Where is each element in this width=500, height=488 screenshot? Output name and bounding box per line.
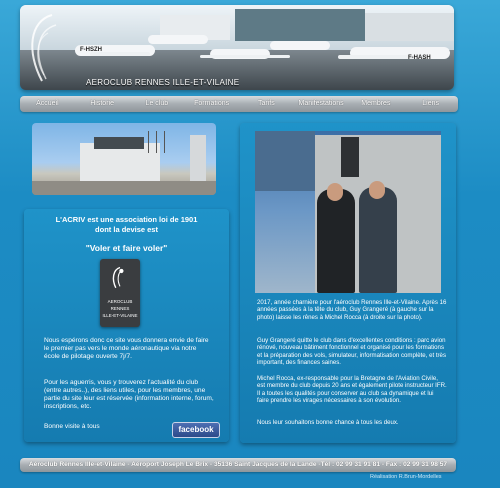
person-right-head bbox=[369, 181, 385, 199]
airplane-image bbox=[270, 41, 330, 50]
airplane-wing bbox=[200, 55, 290, 58]
header-building bbox=[235, 9, 365, 41]
airplane-image bbox=[148, 35, 208, 44]
club-bird-icon bbox=[106, 265, 134, 291]
main-nav bbox=[20, 96, 458, 112]
nav-item-accueil[interactable]: Accueil bbox=[36, 100, 59, 107]
intro-paragraph: Bonne visite à tous bbox=[44, 423, 100, 430]
airport-photo bbox=[32, 123, 216, 195]
registration-label: F-HASH bbox=[408, 55, 431, 61]
intro-paragraph: Pour les aguerris, vous y trouverez l'actualité du club (entre autres..), des liens utiles, pour les membres, une partie du site leur est réservée (information interne, forum, inscriptions, etc. bbox=[44, 379, 214, 410]
nav-item-tarifs[interactable]: Tarifs bbox=[258, 100, 275, 107]
intro-panel bbox=[24, 209, 229, 442]
intro-heading-line: L'ACRIV est une association loi de 1901 bbox=[55, 215, 198, 224]
facebook-button[interactable]: facebook bbox=[172, 422, 220, 438]
nav-item-le-club[interactable]: Le club bbox=[145, 100, 169, 107]
flag-pole bbox=[156, 131, 157, 153]
person-left bbox=[317, 189, 355, 293]
registration-label: F-HSZH bbox=[80, 47, 102, 53]
club-logo bbox=[100, 259, 140, 327]
club-motto: "Voler et faire voler" bbox=[85, 243, 168, 253]
person-right bbox=[359, 187, 397, 293]
news-paragraph: Michel Rocca, ex-responsable pour la Bretagne de l'Aviation Civile, est membre du club depuis 20 ans et également pilote instructeur IFR. Il a toutes les qualités pour conserver au club sa dynamique et lui faire prendre les virages nécessaires à son évolution. bbox=[257, 375, 447, 405]
news-paragraph: Nous leur souhaitons bonne chance à tous les deux. bbox=[257, 419, 399, 426]
ground bbox=[32, 181, 216, 195]
club-logo-text: ILLE-ET-VILAINE bbox=[102, 313, 138, 318]
nav-item-formations[interactable]: Formations bbox=[194, 100, 230, 107]
nav-item-historie[interactable]: Historie bbox=[90, 100, 114, 107]
news-paragraph: 2017, année charnière pour l'aéroclub Rennes Ille-et-Vilaine. Après 16 années passées à la tête du club, Guy Grangeré (à gauche sur la photo) laisse les rênes à Michel Rocca (à droite sur la photo). bbox=[257, 299, 447, 321]
club-logo-text: RENNES bbox=[110, 306, 130, 311]
presidents-photo bbox=[255, 131, 441, 293]
person-left-head bbox=[327, 183, 343, 201]
nav-item-manifestations[interactable]: Manifestations bbox=[298, 100, 344, 107]
club-sign bbox=[341, 137, 359, 177]
club-swirl-logo-icon bbox=[22, 11, 60, 85]
header-banner bbox=[20, 5, 454, 90]
club-title: AEROCLUB RENNES ILLE-ET-VILAINE bbox=[86, 78, 240, 87]
nav-item-liens[interactable]: Liens bbox=[422, 100, 439, 107]
footer-credit-link[interactable]: Réalisation R.Brun-Mordelles bbox=[370, 474, 442, 480]
flag-pole bbox=[148, 131, 149, 153]
terminal-roof bbox=[94, 137, 144, 149]
building-window bbox=[255, 131, 315, 191]
intro-heading bbox=[24, 215, 229, 235]
header-building bbox=[365, 13, 454, 41]
intro-heading-line: dont la devise est bbox=[95, 225, 158, 234]
footer-bar: Aéroclub Rennes Ille-et-Vilaine - Aéroport Joseph Le Brix - 35136 Saint Jacques de la Lande -Tél : 02 99 31 91 81 - Fax : 02 99 31 98 57 bbox=[20, 458, 456, 472]
flag-pole bbox=[164, 131, 165, 153]
club-logo-text: AEROCLUB bbox=[107, 299, 133, 304]
nav-item-membres[interactable]: Membres bbox=[361, 100, 391, 107]
news-panel bbox=[240, 123, 456, 443]
control-tower bbox=[190, 135, 206, 181]
intro-paragraph: Nous espérons donc ce site vous donnera envie de faire le premier pas vers le monde aéronautique via notre école de pilotage ouverte 7j/7. bbox=[44, 337, 209, 360]
news-paragraph: Guy Grangeré quitte le club dans d'excellentes conditions : parc avion rénové, nouveau bâtiment fonctionnel et organisé pour les formations et la préparation des vols, simulateur, informatisation complète, et très important, des finances saines. bbox=[257, 337, 446, 367]
